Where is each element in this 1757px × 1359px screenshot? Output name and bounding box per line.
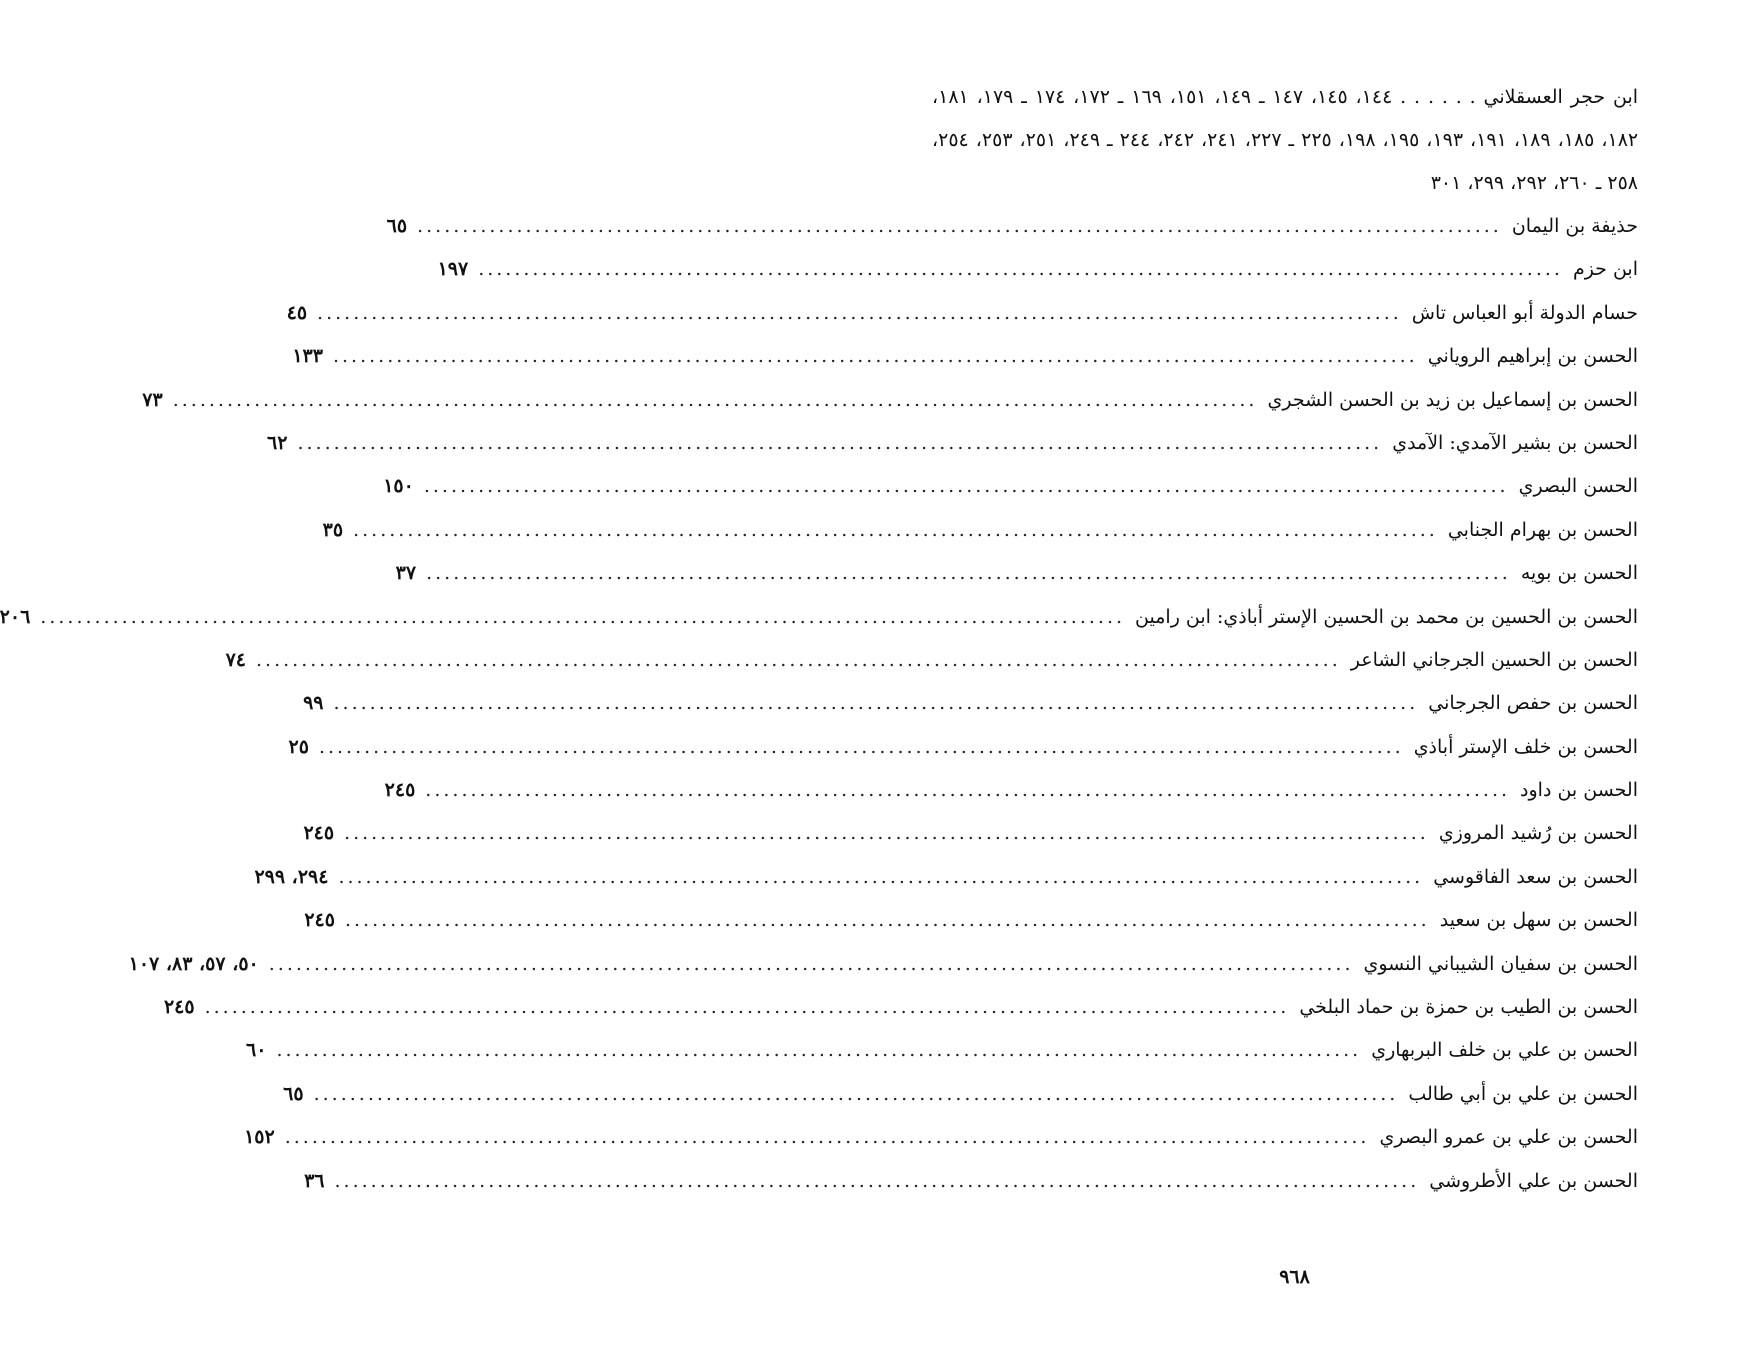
entry-pages: ٥٠، ٥٧، ٨٣، ١٠٧ — [128, 952, 259, 975]
index-entry — [395, 552, 1638, 595]
entry-name: الحسن بن بشير الآمدي: الآمدي — [1392, 431, 1638, 454]
entry-name: الحسن بن سفيان الشيباني النسوي — [1363, 952, 1638, 975]
index-entry — [288, 726, 1638, 769]
entry-name: الحسن بن إسماعيل بن زيد بن الحسن الشجري — [1267, 388, 1638, 411]
entry-name: الحسن بن رُشيد المروزي — [1438, 822, 1638, 845]
entry-name: الحسن بن علي بن خلف البربهاري — [1371, 1039, 1638, 1062]
index-entry — [246, 1029, 1638, 1072]
index-entry — [383, 465, 1638, 508]
dot-leader: . . . . . . — [1392, 86, 1484, 108]
entry-name: الحسن بن سهل بن سعيد — [1439, 909, 1638, 932]
index-entry — [225, 639, 1638, 682]
entry-pages: ٢٩٤، ٢٩٩ — [254, 865, 329, 888]
entry-pages: ١٤٤، ١٤٥، ١٤٧ ـ ١٤٩، ١٥١، ١٦٩ ـ ١٧٢، ١٧٤ ـ ١٧٩، ١٨١، ١٨٢، ١٨٥، ١٨٩، ١٩١، ١٩٣، ١٩٥، ١٩٨، ٢٢٥ ـ ٢٢٧، ٢٤١، ٢٤٢، ٢٤٤ ـ ٢٤٩، ٢٥١، ٢٥٣، ٢٥٤، ٢٥٨ ـ ٢٦٠، ٢٩٢، ٢٩٩، ٣٠١ — [932, 86, 1639, 194]
index-entries — [0, 205, 1638, 1203]
dot-leader: ........................................................................................................................ — [478, 258, 1563, 281]
entry-pages: ٢٤٥ — [163, 996, 195, 1019]
entry-pages: ١٥٢ — [244, 1126, 275, 1149]
entry-pages: ٩٩ — [303, 692, 324, 715]
dot-leader: ........................................................................................................................ — [313, 1082, 1399, 1105]
entry-pages: ٤٥ — [286, 301, 308, 324]
index-entry-first — [932, 76, 1638, 205]
index-entry — [0, 596, 1638, 639]
entry-pages: ٧٤ — [225, 648, 246, 671]
entry-name: الحسن بن بويه — [1520, 562, 1638, 585]
entry-pages: ٢٥ — [288, 735, 309, 758]
index-entry — [303, 812, 1638, 855]
dot-leader: ........................................................................................................................ — [353, 518, 1438, 541]
entry-name: الحسن بن علي بن عمرو البصري — [1379, 1126, 1638, 1149]
index-entry — [437, 248, 1638, 291]
dot-leader: ........................................................................................................................ — [334, 1169, 1420, 1192]
entry-pages: ٣٥ — [322, 518, 344, 541]
entry-pages: ٦٢ — [267, 431, 288, 454]
entry-name: الحسن بن الحسين الجرجاني الشاعر — [1350, 648, 1638, 671]
entry-name: الحسن بن الحسين بن محمد بن الحسين الإستر أباذي: ابن رامين — [1135, 605, 1638, 628]
dot-leader: ........................................................................................................................ — [417, 215, 1502, 237]
entry-name: الحسن البصري — [1518, 475, 1638, 498]
dot-leader: ........................................................................................................................ — [284, 1126, 1370, 1149]
entry-pages: ٣٧ — [395, 562, 417, 585]
index-entry — [303, 682, 1638, 725]
index-entry — [386, 205, 1638, 248]
index-entry — [283, 1073, 1638, 1116]
entry-name: الحسن بن خلف الإستر أباذي — [1413, 735, 1638, 758]
entry-name: حذيفة بن اليمان — [1511, 215, 1638, 237]
entry-pages: ٦٠ — [246, 1039, 267, 1062]
entry-pages: ٢٤٥ — [304, 909, 335, 932]
index-entry — [267, 422, 1638, 465]
index-entry — [254, 856, 1638, 899]
entry-name: الحسن بن الطيب بن حمزة بن حماد البلخي — [1299, 996, 1638, 1019]
dot-leader: ........................................................................................................................ — [425, 779, 1511, 802]
entry-name: الحسن بن داود — [1520, 779, 1638, 802]
entry-pages: ٢٤٥ — [303, 822, 335, 845]
dot-leader: ........................................................................................................................ — [276, 1039, 1362, 1062]
index-entry — [128, 943, 1638, 986]
dot-leader: ........................................................................................................................ — [332, 345, 1418, 368]
index-entry — [322, 509, 1638, 552]
index-entry — [163, 986, 1638, 1029]
entry-pages: ٦٥ — [386, 215, 408, 237]
name-index — [0, 76, 1639, 1203]
dot-leader: ........................................................................................................................ — [426, 562, 1511, 585]
index-entry — [304, 899, 1638, 942]
entry-name: الحسن بن بهرام الجنابي — [1447, 518, 1638, 541]
entry-pages: ٣٦ — [304, 1169, 325, 1192]
entry-name: حسام الدولة أبو العباس تاش — [1411, 301, 1638, 324]
dot-leader: ........................................................................................................................ — [423, 475, 1509, 498]
entry-pages: ٦٥ — [283, 1082, 304, 1105]
dot-leader: ........................................................................................................................ — [256, 648, 1341, 671]
index-entry — [304, 1160, 1638, 1203]
index-entry — [244, 1116, 1638, 1159]
dot-leader: ........................................................................................................................ — [338, 865, 1424, 888]
dot-leader: ........................................................................................................................ — [318, 735, 1404, 758]
entry-pages: ٧٣ — [142, 388, 163, 411]
dot-leader: ........................................................................................................................ — [40, 605, 1126, 628]
page-number: ٩٦٨ — [1279, 1266, 1310, 1288]
index-entry — [292, 335, 1638, 378]
entry-name: الحسن بن علي الأطروشي — [1429, 1169, 1638, 1192]
entry-name: ابن حزم — [1572, 258, 1638, 281]
index-entry — [286, 292, 1638, 335]
entry-name: الحسن بن إبراهيم الروياني — [1427, 345, 1638, 368]
entry-name: الحسن بن حفص الجرجاني — [1428, 692, 1638, 715]
entry-pages: ٢٠٦ — [0, 605, 31, 628]
entry-name: الحسن بن سعد الفاقوسي — [1433, 865, 1638, 888]
dot-leader: ........................................................................................................................ — [344, 822, 1429, 845]
dot-leader: ........................................................................................................................ — [344, 909, 1430, 932]
index-entry — [384, 769, 1638, 812]
entry-pages: ١٣٣ — [292, 345, 323, 368]
entry-pages: ١٩٧ — [437, 258, 469, 281]
dot-leader: ........................................................................................................................ — [333, 692, 1419, 715]
dot-leader: ........................................................................................................................ — [172, 388, 1258, 411]
dot-leader: ........................................................................................................................ — [317, 301, 1402, 324]
entry-name: ابن حجر العسقلاني — [1483, 86, 1639, 108]
dot-leader: ........................................................................................................................ — [204, 996, 1290, 1019]
entry-name: الحسن بن علي بن أبي طالب — [1408, 1082, 1638, 1105]
dot-leader: ........................................................................................................................ — [268, 952, 1354, 975]
entry-pages: ١٥٠ — [383, 475, 414, 498]
index-entry — [142, 379, 1638, 422]
dot-leader: ........................................................................................................................ — [297, 431, 1383, 454]
entry-pages: ٢٤٥ — [384, 779, 416, 802]
